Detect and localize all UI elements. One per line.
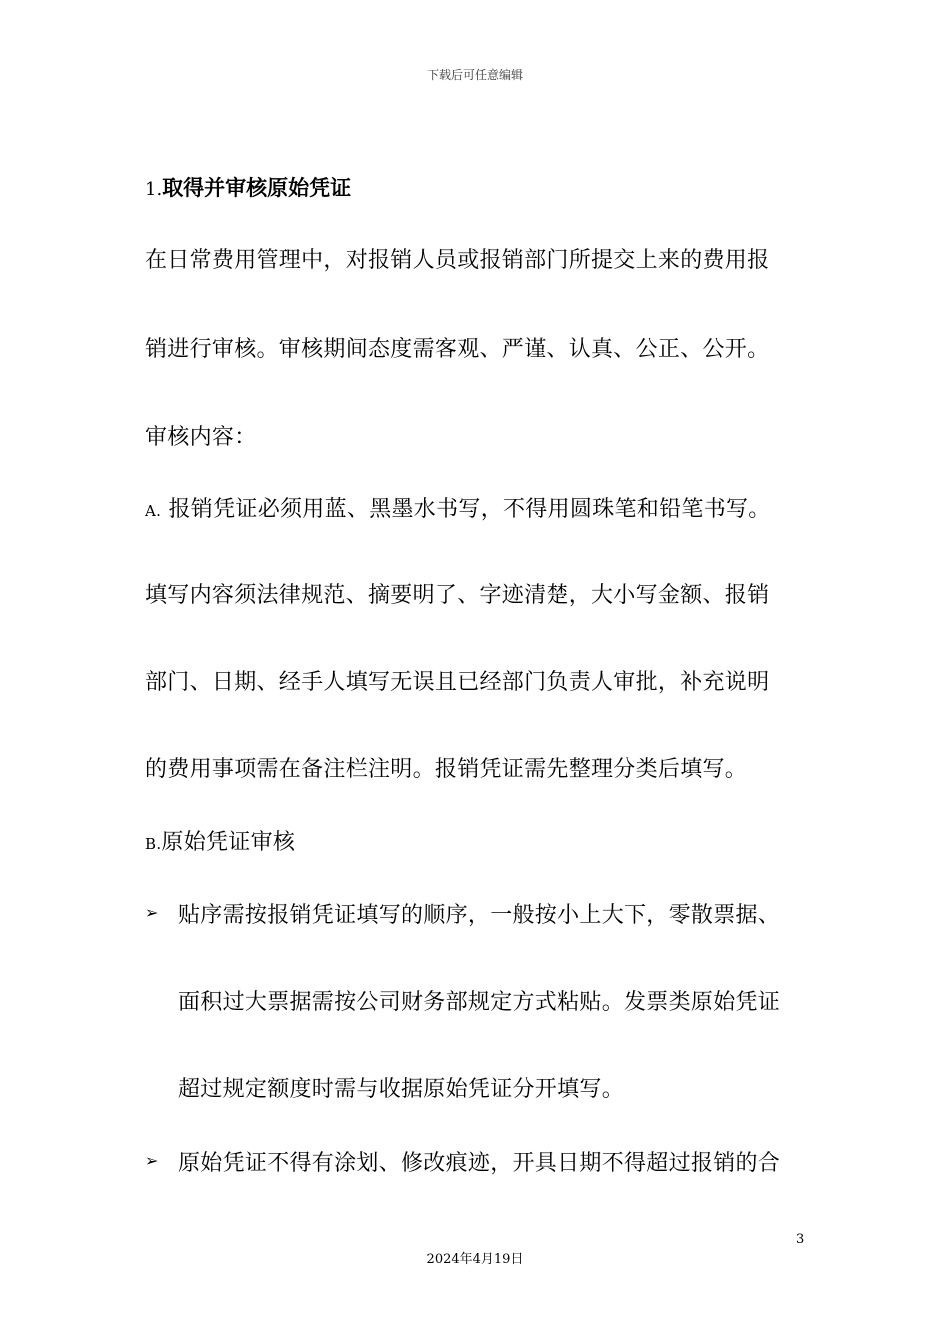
section-b-title — [145, 825, 295, 856]
list-item-line: 原始凭证不得有涂划、修改痕迹，开具日期不得超过报销的合 — [178, 1151, 781, 1176]
list-item-line: 面积过大票据需按公司财务部规定方式粘贴。发票类原始凭证 — [178, 990, 781, 1015]
paragraph-line: 销进行审核。审核期间态度需客观、严谨、认真、公正、公开。 — [145, 337, 770, 362]
arrow-bullet-icon: ➢ — [145, 1151, 159, 1170]
section-a-line: 部门、日期、经手人填写无误且已经部门负责人审批，补充说明 — [145, 670, 770, 695]
section-a-marker: A. — [145, 502, 162, 520]
footer-date: 2024年4月19日 — [426, 1252, 524, 1267]
section-b-marker: B. — [145, 835, 162, 853]
content-label: 审核内容： — [145, 425, 257, 450]
heading-title: 取得并审核原始凭证 — [162, 176, 352, 200]
list-item-line: 贴序需按报销凭证填写的顺序，一般按小上大下，零散票据、 — [178, 903, 781, 928]
section-heading — [145, 172, 351, 202]
list-item-line: 超过规定额度时需与收据原始凭证分开填写。 — [178, 1077, 625, 1102]
section-b-text: 原始凭证审核 — [161, 830, 296, 855]
heading-number: 1. — [145, 179, 163, 200]
section-a-text: 报销凭证必须用蓝、黑墨水书写，不得用圆珠笔和铅笔书写。 — [168, 497, 771, 522]
page-number: 3 — [796, 1232, 805, 1247]
section-a-line: 的费用事项需在备注栏注明。报销凭证需先整理分类后填写。 — [145, 757, 748, 782]
section-a-line — [145, 492, 771, 523]
section-a-line: 填写内容须法律规范、摘要明了、字迹清楚，大小写金额、报销 — [145, 583, 770, 608]
arrow-bullet-icon: ➢ — [145, 903, 159, 922]
paragraph-line: 在日常费用管理中，对报销人员或报销部门所提交上来的费用报 — [145, 248, 770, 273]
page-header: 下载后可任意编辑 — [426, 68, 523, 82]
